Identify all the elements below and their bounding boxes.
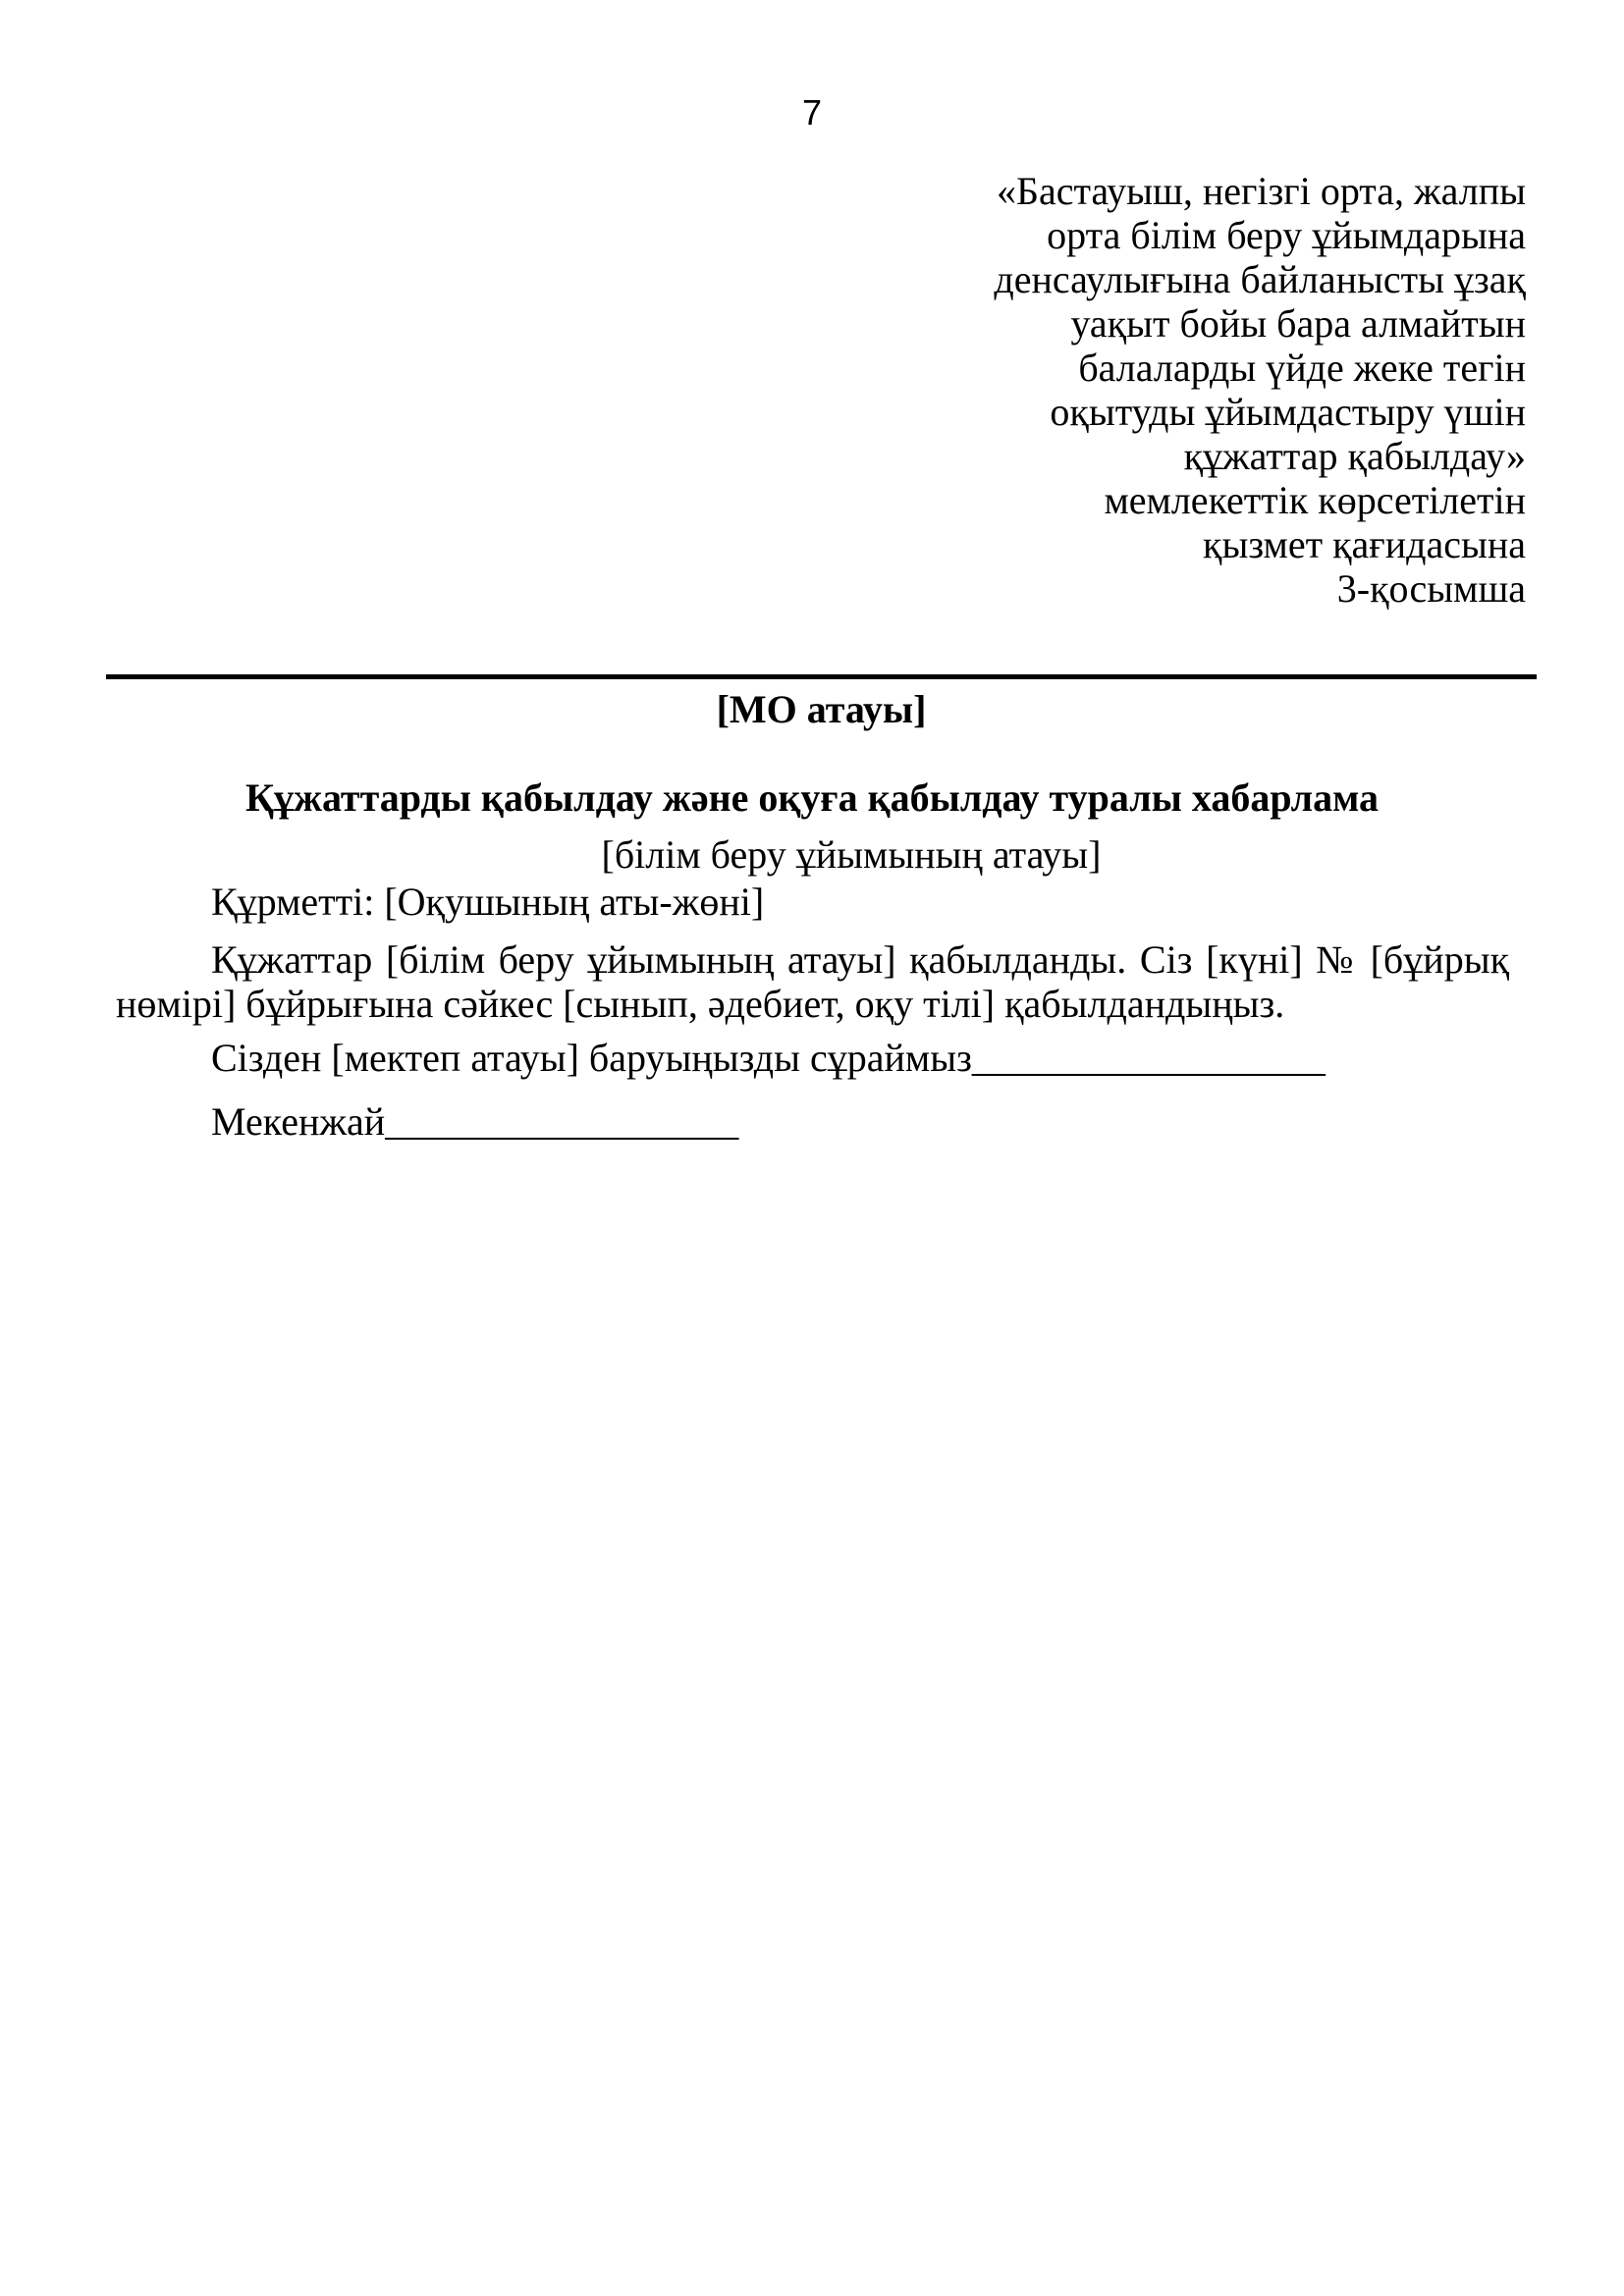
appendix-line: уақыт бойы бара алмайтын <box>1070 301 1526 346</box>
appendix-line: мемлекеттік көрсетілетін <box>1104 478 1526 522</box>
appendix-line: оқытуды ұйымдастыру үшін <box>1050 390 1526 434</box>
request-line-with-blank: Сізден [мектеп атауы] баруыңызды сұраймыз__________________ <box>211 1036 1326 1080</box>
appendix-reference-block <box>491 169 1526 611</box>
body-paragraph: Құжаттар [білім беру ұйымының атауы] қабылданды. Сіз [күні] № [бұйрық нөмірі] бұйрығына сәйкес [сынып, әдебиет, оқу тілі] қабылдандыңыз. <box>116 937 1509 1026</box>
appendix-line: денсаулығына байланысты ұзақ <box>994 257 1526 301</box>
notice-title: Құжаттарды қабылдау және оқуға қабылдау туралы хабарлама <box>244 775 1380 820</box>
page-number: 7 <box>801 92 823 133</box>
address-line-with-blank: Мекенжай__________________ <box>211 1099 739 1144</box>
mo-name-placeholder: [МО атауы] <box>716 687 927 731</box>
appendix-line: орта білім беру ұйымдарына <box>1047 213 1526 257</box>
salutation-line: Құрметті: [Оқушының аты-жөні] <box>211 880 765 924</box>
appendix-line: балаларды үйде жеке тегін <box>1078 346 1526 390</box>
appendix-line: қызмет қағидасына <box>1203 522 1526 566</box>
appendix-line: «Бастауыш, негізгі орта, жалпы <box>996 169 1526 213</box>
org-name-placeholder: [білім беру ұйымының атауы] <box>601 832 1102 877</box>
appendix-line: құжаттар қабылдау» <box>1183 434 1526 478</box>
mo-name-blank-line <box>106 674 1537 679</box>
appendix-line: 3-қосымша <box>1336 566 1526 611</box>
